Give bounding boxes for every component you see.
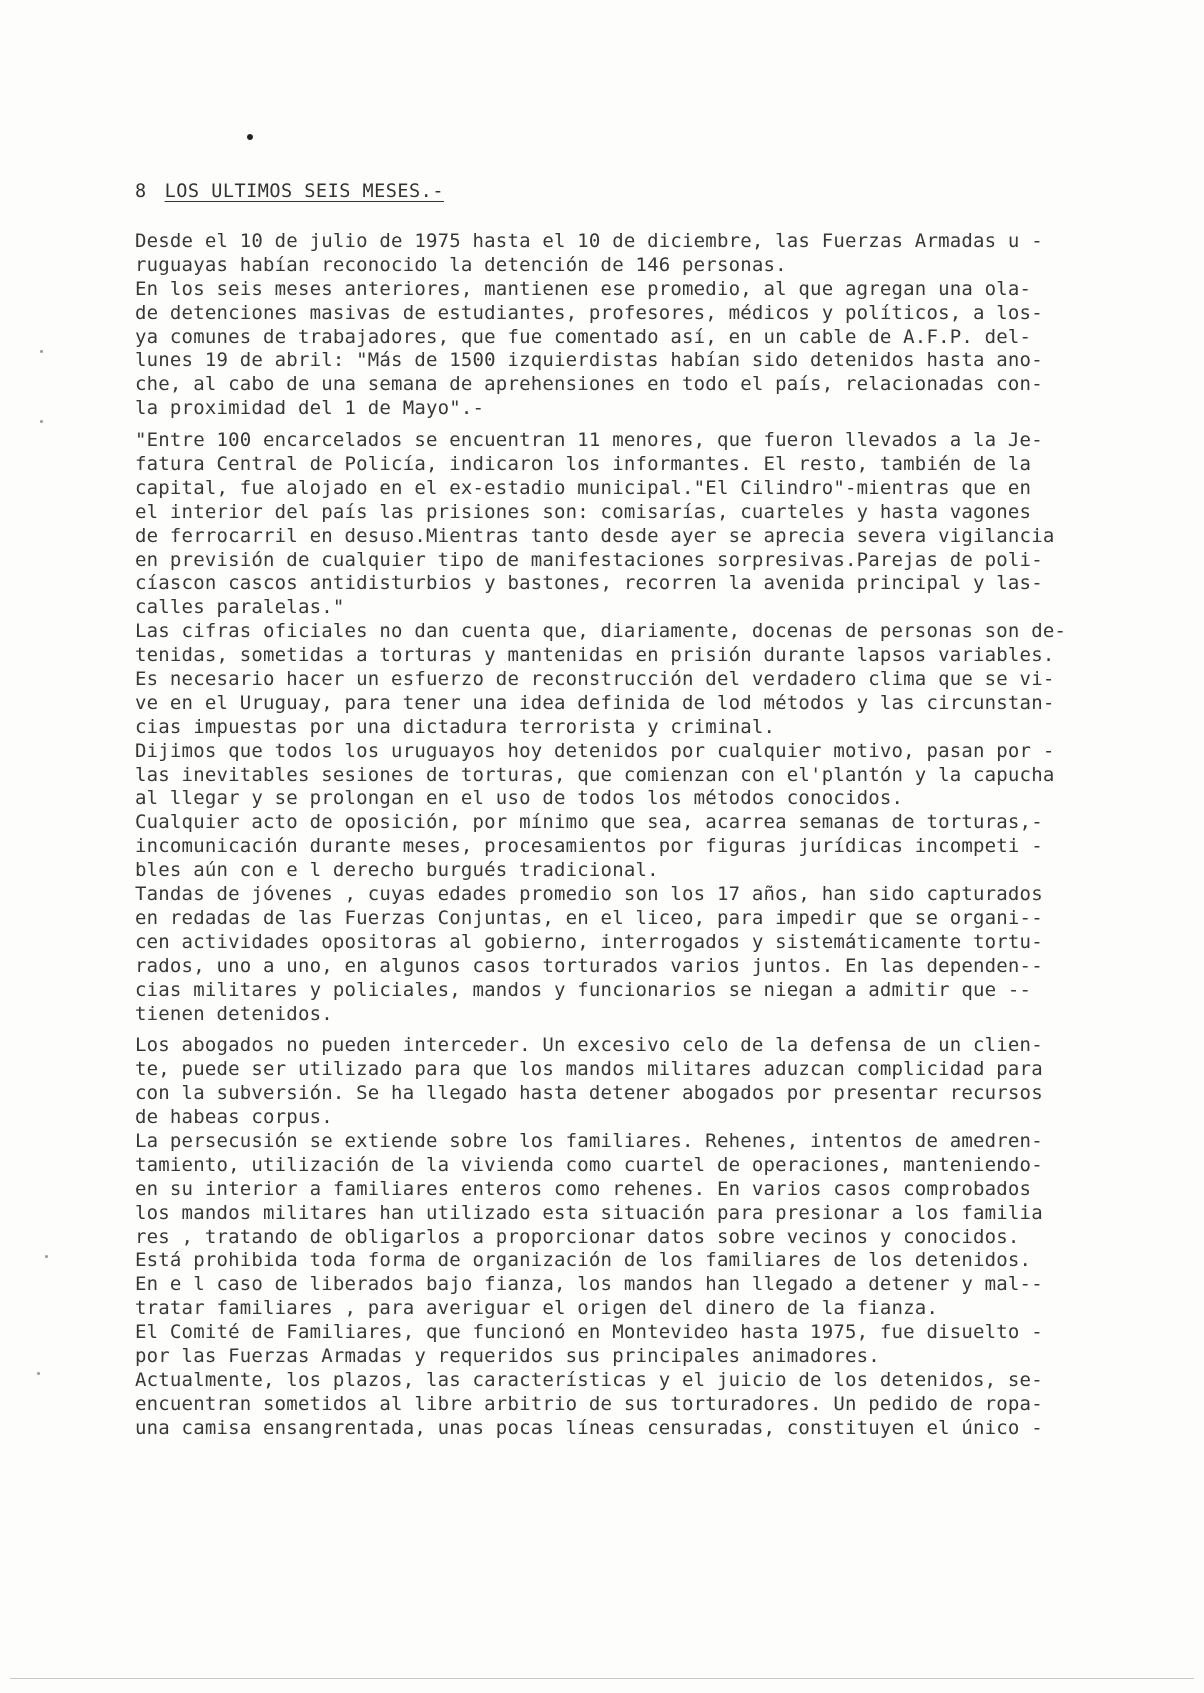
text-line: cíascon cascos antidisturbios y bastones, recorren la avenida principal y las-: [135, 572, 1043, 595]
text-line: los mandos militares han utilizado esta situación para presionar a los familia: [135, 1201, 1043, 1224]
ink-dot: [247, 134, 253, 140]
text-line: de habeas corpus.: [135, 1106, 333, 1129]
text-line: al llegar y se prolongan en el uso de todos los métodos conocidos.: [135, 787, 904, 810]
text-line: calles paralelas.": [135, 596, 345, 619]
text-line: las inevitables sesiones de torturas, que comienzan con el'plantón y la capucha: [135, 763, 1055, 786]
text-line: en su interior a familiares enteros como rehenes. En varios casos comprobados: [135, 1177, 1032, 1200]
scan-speck: [40, 350, 43, 353]
scan-speck: [45, 1255, 48, 1258]
text-line: ruguayas habían reconocido la detención de 146 personas.: [135, 253, 787, 276]
text-line: una camisa ensangrentada, unas pocas líneas censuradas, constituyen el único -: [135, 1416, 1043, 1439]
text-line: tenidas, sometidas a torturas y mantenidas en prisión durante lapsos variables.: [135, 644, 1055, 667]
text-line: Es necesario hacer un esfuerzo de reconstrucción del verdadero clima que se vi-: [135, 668, 1055, 691]
text-line: en previsión de cualquier tipo de manifestaciones sorpresivas.Parejas de poli-: [135, 548, 1043, 571]
text-line: fatura Central de Policía, indicaron los informantes. El resto, también de la: [135, 453, 1032, 476]
text-line: En los seis meses anteriores, mantienen ese promedio, al que agregan una ola-: [135, 277, 1032, 300]
text-line: te, puede ser utilizado para que los mandos militares aduzcan complicidad para: [135, 1058, 1043, 1081]
text-line: ya comunes de trabajadores, que fue comentado así, en un cable de A.F.P. del-: [135, 325, 1032, 348]
text-line: Tandas de jóvenes , cuyas edades promedio son los 17 años, han sido capturados: [135, 883, 1043, 906]
text-line: de ferrocarril en desuso.Mientras tanto desde ayer se aprecia severa vigilancia: [135, 524, 1055, 547]
text-line: El Comité de Familiares, que funcionó en Montevideo hasta 1975, fue disuelto -: [135, 1321, 1043, 1344]
text-line: rados, uno a uno, en algunos casos torturados varios juntos. En las dependen--: [135, 954, 1043, 977]
text-line: cen actividades opositoras al gobierno, interrogados y sistemáticamente tortu-: [135, 930, 1043, 953]
text-line: Los abogados no pueden interceder. Un excesivo celo de la defensa de un clien-: [135, 1034, 1043, 1057]
text-line: La persecusión se extiende sobre los familiares. Rehenes, intentos de amedren-: [135, 1129, 1043, 1152]
text-line: Cualquier acto de oposición, por mínimo que sea, acarrea semanas de torturas,-: [135, 811, 1043, 834]
text-line: en redadas de las Fuerzas Conjuntas, en el liceo, para impedir que se organi--: [135, 906, 1043, 929]
page-bottom-edge: [10, 1678, 1194, 1679]
text-line: che, al cabo de una semana de aprehensiones en todo el país, relacionadas con-: [135, 373, 1043, 396]
scan-speck: [37, 1372, 40, 1375]
text-line: capital, fue alojado en el ex-estadio municipal."El Cilindro"-mientras que en: [135, 476, 1032, 499]
text-line: de detenciones masivas de estudiantes, profesores, médicos y políticos, a los-: [135, 301, 1043, 324]
text-line: En e l caso de liberados bajo fianza, los mandos han llegado a detener y mal--: [135, 1273, 1043, 1296]
text-line: bles aún con e l derecho burgués tradicional.: [135, 859, 659, 882]
text-line: Las cifras oficiales no dan cuenta que, diariamente, docenas de personas son de-: [135, 620, 1067, 643]
text-line: la proximidad del 1 de Mayo".-: [135, 397, 485, 420]
text-line: tratar familiares , para averiguar el origen del dinero de la fianza.: [135, 1297, 939, 1320]
text-line: tienen detenidos.: [135, 1002, 333, 1025]
text-line: lunes 19 de abril: "Más de 1500 izquierdistas habían sido detenidos hasta ano-: [135, 349, 1043, 372]
text-line: encuentran sometidos al libre arbitrio de sus torturadores. Un pedido de ropa-: [135, 1392, 1043, 1415]
text-line: incomunicación durante meses, procesamientos por figuras jurídicas incompeti -: [135, 835, 1043, 858]
text-line: Está prohibida toda forma de organización de los familiares de los detenidos.: [135, 1249, 1032, 1272]
text-line: el interior del país las prisiones son: comisarías, cuarteles y hasta vagones: [135, 500, 1032, 523]
text-line: "Entre 100 encarcelados se encuentran 11 menores, que fueron llevados a la Je-: [135, 429, 1043, 452]
text-line: ve en el Uruguay, para tener una idea definida de lod métodos y las circunstan-: [135, 691, 1055, 714]
text-line: tamiento, utilización de la vivienda como cuartel de operaciones, manteniendo-: [135, 1153, 1043, 1176]
text-line: Actualmente, los plazos, las características y el juicio de los detenidos, se-: [135, 1368, 1043, 1391]
section-number: 8: [135, 181, 147, 202]
text-line: cias impuestas por una dictadura terrorista y criminal.: [135, 715, 776, 738]
text-line: cias militares y policiales, mandos y funcionarios se niegan a admitir que --: [135, 978, 1032, 1001]
document-body: [135, 230, 1135, 1441]
section-heading: [135, 181, 444, 202]
text-line: Desde el 10 de julio de 1975 hasta el 10 de diciembre, las Fuerzas Armadas u -: [135, 230, 1043, 252]
paragraph-gap: [135, 1026, 1135, 1034]
text-line: res , tratando de obligarlos a proporcionar datos sobre vecinos y conocidos.: [135, 1225, 1020, 1248]
text-line: Dijimos que todos los uruguayos hoy detenidos por cualquier motivo, pasan por -: [135, 739, 1055, 762]
paragraph-gap: [135, 421, 1135, 429]
section-title: LOS ULTIMOS SEIS MESES.-: [164, 181, 444, 202]
scan-speck: [40, 420, 43, 423]
text-line: con la subversión. Se ha llegado hasta detener abogados por presentar recursos: [135, 1082, 1043, 1105]
text-line: por las Fuerzas Armadas y requeridos sus principales animadores.: [135, 1344, 880, 1367]
